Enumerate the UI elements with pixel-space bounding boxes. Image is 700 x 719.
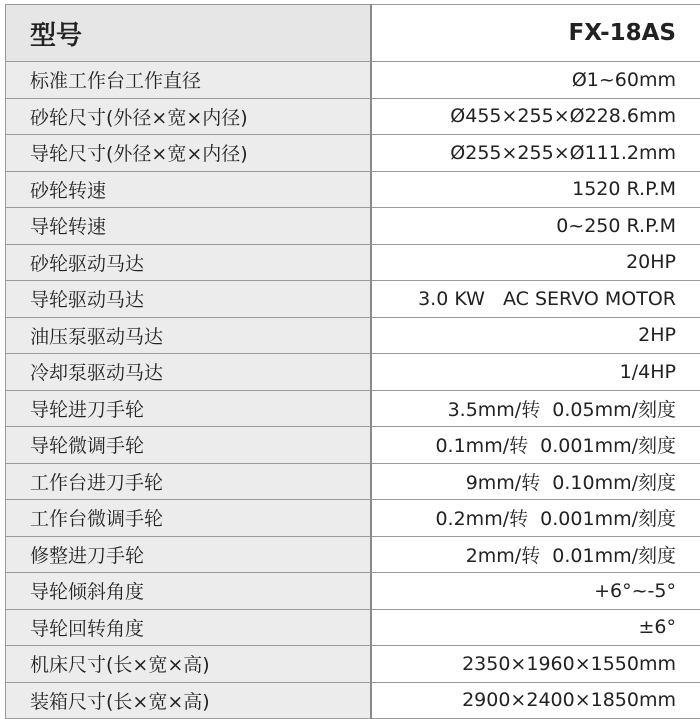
table-row [6, 609, 700, 646]
row-label: 工作台微调手轮 [6, 500, 372, 537]
row-value: 2mm/转 0.01mm/刻度 [371, 536, 700, 573]
row-value: 2900×2400×1850mm [371, 682, 700, 719]
row-label: 导轮转速 [6, 208, 372, 245]
table-row [6, 427, 700, 464]
table-row [6, 646, 700, 683]
table-row [6, 354, 700, 391]
header-row [6, 5, 700, 62]
table-row [6, 536, 700, 573]
row-label: 导轮回转角度 [6, 609, 372, 646]
row-label: 砂轮尺寸(外径×宽×内径) [6, 98, 372, 135]
row-label: 修整进刀手轮 [6, 536, 372, 573]
table-row [6, 573, 700, 610]
row-value: 3.5mm/转 0.05mm/刻度 [371, 390, 700, 427]
row-label: 油压泵驱动马达 [6, 317, 372, 354]
row-value: 9mm/转 0.10mm/刻度 [371, 463, 700, 500]
row-value: 0~250 R.P.M [371, 208, 700, 245]
table-row [6, 682, 700, 719]
table-row [6, 98, 700, 135]
table-row [6, 463, 700, 500]
row-label: 导轮尺寸(外径×宽×内径) [6, 135, 372, 172]
table-row [6, 208, 700, 245]
row-label: 导轮驱动马达 [6, 281, 372, 318]
table-row [6, 390, 700, 427]
row-value: 2HP [371, 317, 700, 354]
row-value: Ø1~60mm [371, 62, 700, 99]
spec-table [5, 4, 700, 719]
row-value: 20HP [371, 244, 700, 281]
row-label: 导轮微调手轮 [6, 427, 372, 464]
row-value: 0.1mm/转 0.001mm/刻度 [371, 427, 700, 464]
table-row [6, 281, 700, 318]
table-row [6, 135, 700, 172]
row-value: 1/4HP [371, 354, 700, 391]
row-value: Ø455×255×Ø228.6mm [371, 98, 700, 135]
row-label: 导轮进刀手轮 [6, 390, 372, 427]
row-label: 砂轮转速 [6, 171, 372, 208]
model-value: FX-18AS [371, 5, 700, 62]
table-row [6, 244, 700, 281]
row-value: +6°~-5° [371, 573, 700, 610]
row-label: 机床尺寸(长×宽×高) [6, 646, 372, 683]
row-value: 2350×1960×1550mm [371, 646, 700, 683]
row-label: 工作台进刀手轮 [6, 463, 372, 500]
row-label: 装箱尺寸(长×宽×高) [6, 682, 372, 719]
row-label: 冷却泵驱动马达 [6, 354, 372, 391]
row-label: 砂轮驱动马达 [6, 244, 372, 281]
row-value: 0.2mm/转 0.001mm/刻度 [371, 500, 700, 537]
table-row [6, 500, 700, 537]
table-row [6, 171, 700, 208]
row-value: 3.0 KW AC SERVO MOTOR [371, 281, 700, 318]
row-label: 标准工作台工作直径 [6, 62, 372, 99]
table-row [6, 62, 700, 99]
table-row [6, 317, 700, 354]
row-value: ±6° [371, 609, 700, 646]
row-value: 1520 R.P.M [371, 171, 700, 208]
row-value: Ø255×255×Ø111.2mm [371, 135, 700, 172]
row-label: 导轮倾斜角度 [6, 573, 372, 610]
model-label: 型号 [6, 5, 372, 62]
